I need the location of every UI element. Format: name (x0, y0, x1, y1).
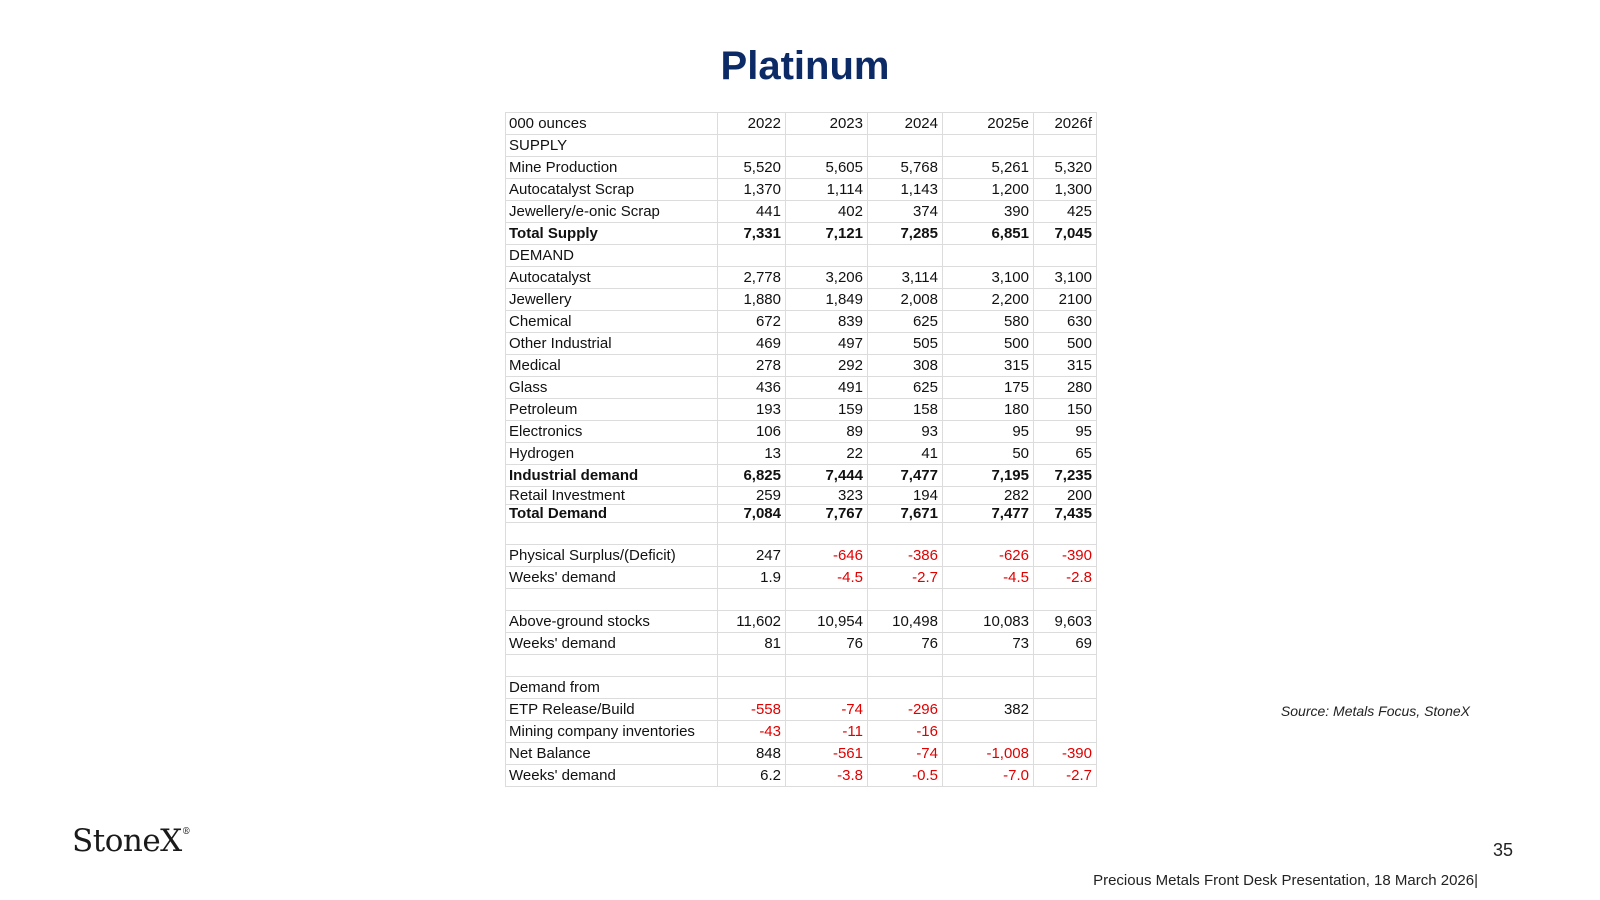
header-year: 2023 (786, 113, 868, 135)
row-value: -390 (1034, 545, 1097, 567)
row-label: Total Supply (506, 223, 718, 245)
stonex-logo (72, 823, 190, 859)
row-value: 11,602 (718, 611, 786, 633)
row-label: SUPPLY (506, 135, 718, 157)
row-value: 500 (1034, 333, 1097, 355)
row-value (868, 135, 943, 157)
row-value: -646 (786, 545, 868, 567)
page-number: 35 (1492, 840, 1513, 860)
row-value (868, 655, 943, 677)
row-value (868, 245, 943, 267)
row-value: 390 (943, 201, 1034, 223)
platinum-balance-table (505, 112, 1097, 787)
row-label: Autocatalyst (506, 267, 718, 289)
table-row (506, 157, 1097, 179)
row-value: -561 (786, 743, 868, 765)
row-value: 175 (943, 377, 1034, 399)
row-value: -2.7 (868, 567, 943, 589)
row-value: 580 (943, 311, 1034, 333)
row-label: Mine Production (506, 157, 718, 179)
row-value: 436 (718, 377, 786, 399)
table-row (506, 421, 1097, 443)
row-value: 7,767 (786, 505, 868, 523)
row-value (1034, 135, 1097, 157)
row-value: 505 (868, 333, 943, 355)
row-label: Weeks' demand (506, 633, 718, 655)
row-value (943, 245, 1034, 267)
table-row (506, 545, 1097, 567)
row-value: 7,671 (868, 505, 943, 523)
row-value: 1,849 (786, 289, 868, 311)
row-value: 89 (786, 421, 868, 443)
row-value: 106 (718, 421, 786, 443)
row-value: 7,444 (786, 465, 868, 487)
row-value: 2,778 (718, 267, 786, 289)
table-row (506, 699, 1097, 721)
row-value: 497 (786, 333, 868, 355)
row-value: 7,285 (868, 223, 943, 245)
row-value: 7,477 (868, 465, 943, 487)
row-value (718, 523, 786, 545)
row-value: 76 (786, 633, 868, 655)
row-label (506, 523, 718, 545)
row-value: 278 (718, 355, 786, 377)
row-value: 7,331 (718, 223, 786, 245)
row-value: 5,520 (718, 157, 786, 179)
row-value: 282 (943, 487, 1034, 505)
row-value: -74 (786, 699, 868, 721)
table-row (506, 465, 1097, 487)
row-value: -558 (718, 699, 786, 721)
row-value: 95 (943, 421, 1034, 443)
row-value (943, 721, 1034, 743)
row-value: -43 (718, 721, 786, 743)
row-value: 500 (943, 333, 1034, 355)
row-value: -2.8 (1034, 567, 1097, 589)
row-value: 73 (943, 633, 1034, 655)
row-value: -626 (943, 545, 1034, 567)
row-value: -390 (1034, 743, 1097, 765)
row-value (868, 677, 943, 699)
row-value (718, 135, 786, 157)
row-value: 1,880 (718, 289, 786, 311)
table-row (506, 721, 1097, 743)
row-value: 6,851 (943, 223, 1034, 245)
row-value: 280 (1034, 377, 1097, 399)
row-value (718, 589, 786, 611)
row-value (786, 589, 868, 611)
row-value: 6,825 (718, 465, 786, 487)
row-value: 50 (943, 443, 1034, 465)
row-value: -16 (868, 721, 943, 743)
row-value (1034, 677, 1097, 699)
row-value (1034, 721, 1097, 743)
row-value: 259 (718, 487, 786, 505)
row-label: Weeks' demand (506, 567, 718, 589)
row-value: 848 (718, 743, 786, 765)
row-value: 1,300 (1034, 179, 1097, 201)
table-row (506, 487, 1097, 505)
row-value: -74 (868, 743, 943, 765)
row-value: 7,435 (1034, 505, 1097, 523)
row-value: 81 (718, 633, 786, 655)
row-label: Total Demand (506, 505, 718, 523)
row-value: 1.9 (718, 567, 786, 589)
row-value: 150 (1034, 399, 1097, 421)
row-value: 10,498 (868, 611, 943, 633)
source-note: Source: Metals Focus, StoneX (1280, 703, 1470, 719)
row-value: 402 (786, 201, 868, 223)
row-value: 22 (786, 443, 868, 465)
row-label: Jewellery (506, 289, 718, 311)
row-label: Demand from (506, 677, 718, 699)
logo-text: StoneX (72, 823, 182, 859)
row-label: Hydrogen (506, 443, 718, 465)
row-value: 3,100 (943, 267, 1034, 289)
row-value (943, 135, 1034, 157)
row-value (786, 523, 868, 545)
row-value: 2,008 (868, 289, 943, 311)
row-value (1034, 655, 1097, 677)
row-value: 630 (1034, 311, 1097, 333)
table-row (506, 677, 1097, 699)
row-value (943, 523, 1034, 545)
table-row (506, 765, 1097, 787)
row-value: -1,008 (943, 743, 1034, 765)
table-row (506, 135, 1097, 157)
row-value: -4.5 (786, 567, 868, 589)
header-year: 2026f (1034, 113, 1097, 135)
row-value: -296 (868, 699, 943, 721)
table-row (506, 245, 1097, 267)
table-row (506, 377, 1097, 399)
table-row (506, 201, 1097, 223)
row-label: DEMAND (506, 245, 718, 267)
row-value: 5,261 (943, 157, 1034, 179)
row-value: 7,195 (943, 465, 1034, 487)
row-value: 65 (1034, 443, 1097, 465)
header-year: 2024 (868, 113, 943, 135)
row-value: 6.2 (718, 765, 786, 787)
row-value (943, 589, 1034, 611)
row-value: -386 (868, 545, 943, 567)
row-value (1034, 523, 1097, 545)
row-value: 247 (718, 545, 786, 567)
row-label: Electronics (506, 421, 718, 443)
table-row (506, 223, 1097, 245)
header-year: 2022 (718, 113, 786, 135)
row-value: 2100 (1034, 289, 1097, 311)
row-value: 7,084 (718, 505, 786, 523)
table-row (506, 655, 1097, 677)
row-value: 315 (1034, 355, 1097, 377)
row-value: 180 (943, 399, 1034, 421)
table-row (506, 267, 1097, 289)
table-row (506, 333, 1097, 355)
row-label: Retail Investment (506, 487, 718, 505)
row-value: 93 (868, 421, 943, 443)
row-value: 3,206 (786, 267, 868, 289)
row-value: 441 (718, 201, 786, 223)
row-value (718, 245, 786, 267)
row-value: 7,121 (786, 223, 868, 245)
table-row (506, 523, 1097, 545)
row-value: 158 (868, 399, 943, 421)
row-value (1034, 699, 1097, 721)
row-label: Other Industrial (506, 333, 718, 355)
row-value: 1,200 (943, 179, 1034, 201)
table-row (506, 589, 1097, 611)
row-value: 382 (943, 699, 1034, 721)
row-value: 76 (868, 633, 943, 655)
table-row (506, 567, 1097, 589)
row-label (506, 655, 718, 677)
row-value (718, 655, 786, 677)
row-value: 1,114 (786, 179, 868, 201)
row-label: Above-ground stocks (506, 611, 718, 633)
table-row (506, 611, 1097, 633)
row-value (786, 135, 868, 157)
row-label: Net Balance (506, 743, 718, 765)
row-label: ETP Release/Build (506, 699, 718, 721)
row-label: Chemical (506, 311, 718, 333)
row-value (943, 677, 1034, 699)
row-value: 7,235 (1034, 465, 1097, 487)
table-row (506, 311, 1097, 333)
row-value: 625 (868, 377, 943, 399)
row-value (718, 677, 786, 699)
row-label: Weeks' demand (506, 765, 718, 787)
row-label: Jewellery/e-onic Scrap (506, 201, 718, 223)
header-unit-label: 000 ounces (506, 113, 718, 135)
row-value: 194 (868, 487, 943, 505)
row-value (943, 655, 1034, 677)
row-value: 13 (718, 443, 786, 465)
table-row (506, 399, 1097, 421)
table-row (506, 443, 1097, 465)
row-value (786, 655, 868, 677)
row-label: Petroleum (506, 399, 718, 421)
row-value: 10,954 (786, 611, 868, 633)
row-value: 95 (1034, 421, 1097, 443)
table-row (506, 743, 1097, 765)
row-value: 839 (786, 311, 868, 333)
row-value: -7.0 (943, 765, 1034, 787)
row-value (786, 677, 868, 699)
footer-text: Precious Metals Front Desk Presentation, 18 March 2026| (1093, 872, 1478, 889)
row-label: Mining company inventories (506, 721, 718, 743)
table-row (506, 179, 1097, 201)
row-value: 1,143 (868, 179, 943, 201)
table-row (506, 289, 1097, 311)
row-value: -3.8 (786, 765, 868, 787)
table-header-row (506, 113, 1097, 135)
row-value: 374 (868, 201, 943, 223)
row-value: -4.5 (943, 567, 1034, 589)
row-value: 7,045 (1034, 223, 1097, 245)
row-label: Autocatalyst Scrap (506, 179, 718, 201)
row-value: 193 (718, 399, 786, 421)
row-value (868, 589, 943, 611)
row-value: 323 (786, 487, 868, 505)
row-label: Medical (506, 355, 718, 377)
row-label: Industrial demand (506, 465, 718, 487)
row-value: 7,477 (943, 505, 1034, 523)
row-value (1034, 245, 1097, 267)
row-value: -0.5 (868, 765, 943, 787)
row-value: 10,083 (943, 611, 1034, 633)
row-value: 5,605 (786, 157, 868, 179)
row-value: 1,370 (718, 179, 786, 201)
row-value: 9,603 (1034, 611, 1097, 633)
row-label: Physical Surplus/(Deficit) (506, 545, 718, 567)
header-year: 2025e (943, 113, 1034, 135)
table-row (506, 505, 1097, 523)
row-value: 672 (718, 311, 786, 333)
row-value: 315 (943, 355, 1034, 377)
row-value: 159 (786, 399, 868, 421)
row-value: 308 (868, 355, 943, 377)
table-row (506, 355, 1097, 377)
row-value: 200 (1034, 487, 1097, 505)
row-value: 5,768 (868, 157, 943, 179)
row-value: 625 (868, 311, 943, 333)
row-value: 5,320 (1034, 157, 1097, 179)
registered-mark: ® (181, 827, 191, 837)
row-label (506, 589, 718, 611)
row-label: Glass (506, 377, 718, 399)
row-value: 469 (718, 333, 786, 355)
row-value: 292 (786, 355, 868, 377)
row-value: 425 (1034, 201, 1097, 223)
row-value: 3,100 (1034, 267, 1097, 289)
row-value: 2,200 (943, 289, 1034, 311)
row-value: -2.7 (1034, 765, 1097, 787)
slide-title: Platinum (720, 44, 890, 88)
row-value: 491 (786, 377, 868, 399)
row-value: 69 (1034, 633, 1097, 655)
table-row (506, 633, 1097, 655)
row-value (1034, 589, 1097, 611)
row-value (868, 523, 943, 545)
row-value: -11 (786, 721, 868, 743)
row-value: 41 (868, 443, 943, 465)
row-value: 3,114 (868, 267, 943, 289)
row-value (786, 245, 868, 267)
